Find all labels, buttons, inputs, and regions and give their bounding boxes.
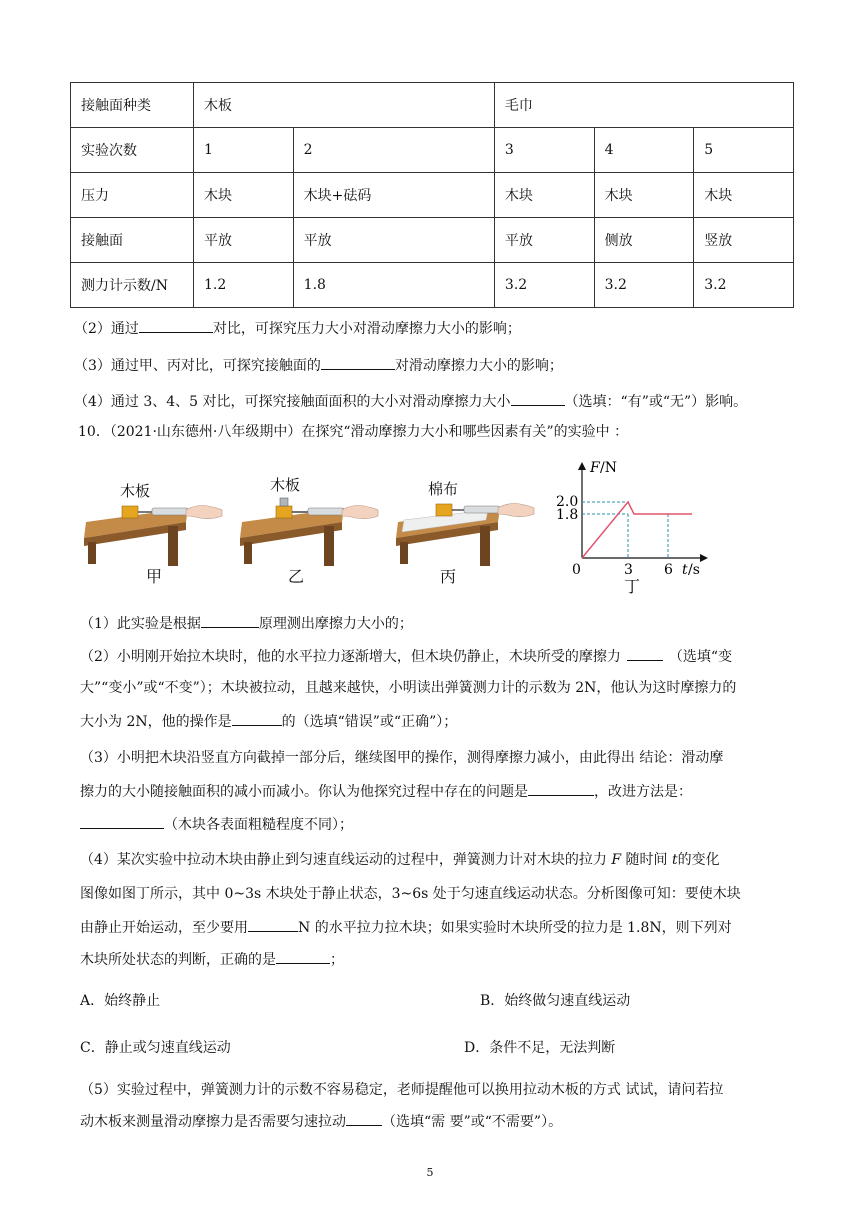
hand <box>342 506 378 519</box>
table-cell: 接触面 <box>71 218 194 263</box>
y-tick-label: 1.8 <box>556 507 579 523</box>
text: 对比，可探究压力大小对滑动摩擦力大小的影响； <box>212 321 521 337</box>
table-cell: 侧放 <box>594 218 694 263</box>
option-d: D．条件不足，无法判断 <box>464 1040 616 1056</box>
table-row <box>71 128 794 173</box>
table-leg <box>480 526 490 566</box>
x-axis-label: t <box>682 562 688 578</box>
text: （木块各表面粗糙程度不同）； <box>164 817 353 833</box>
text: （选填“变 <box>668 649 733 665</box>
y-axis-arrow <box>578 462 586 470</box>
q10-part4-line2: 图像如图丁所示，其中 0~3s 木块处于静止状态，3~6s 处于匀速直线运动状态。分析图像可知：要使木块 <box>80 886 741 902</box>
text: （2）小明刚开始拉木块时，他的水平拉力逐渐增大，但木块仍静止，木块所受的摩擦力 <box>80 649 621 665</box>
table-cell: 2 <box>293 128 494 173</box>
force-curve <box>582 502 692 558</box>
spring-scale <box>308 508 344 515</box>
q10-part4-line4 <box>80 949 800 970</box>
answer-blank <box>80 814 164 829</box>
x-axis-unit: /s <box>688 562 700 578</box>
text: 大小为 2N，他的操作是 <box>80 714 232 730</box>
q10-part3-line3 <box>80 814 800 835</box>
wood-block <box>436 504 452 516</box>
table-cell: 平放 <box>494 218 594 263</box>
answer-blank <box>511 391 565 406</box>
wood-block <box>276 506 292 518</box>
text: （2）通过 <box>74 321 139 337</box>
table-cell: 实验次数 <box>71 128 194 173</box>
option-b: B．始终做匀速直线运动 <box>480 993 631 1009</box>
option-a: A．始终静止 <box>80 993 161 1009</box>
text: 随时间 <box>625 852 668 868</box>
table-cell: 木块 <box>594 173 694 218</box>
table-row <box>71 263 794 308</box>
experiment-figure-jia <box>82 466 228 586</box>
text: t <box>671 852 678 868</box>
spring-scale <box>464 506 500 513</box>
q10-part3-line1: （3）小明把木块沿竖直方向截掉一部分后，继续图甲的操作，测得摩擦力减小，由此得出 结论：滑动摩 <box>80 750 724 766</box>
q10-part4-line3 <box>80 917 800 938</box>
q10-header: 10．（2021·山东德州·八年级期中）在探究“滑动摩擦力大小和哪些因素有关”的实验中 ： <box>78 424 629 440</box>
table-cell: 毛巾 <box>494 83 793 128</box>
text: ，改进方法是： <box>594 784 692 800</box>
q10-part2-line3 <box>80 711 800 732</box>
answer-blank <box>321 355 395 370</box>
text: （4）某次实验中拉动木块由静止到匀速直线运动的过程中，弹簧测力计对木块的拉力 <box>80 852 607 868</box>
answer-blank <box>276 949 330 964</box>
q10-part2-line2: 大”“变小”或“不变”）；木块被拉动，且越来越快，小明读出弹簧测力计的示数为 2N，他认为这时摩擦力的 <box>80 680 737 696</box>
q9-part3 <box>74 355 794 376</box>
table-leg <box>168 526 178 566</box>
q10-part5-line1: （5）实验过程中，弹簧测力计的示数不容易稳定，老师提醒他可以换用拉动木板的方式 试试，请问若拉 <box>80 1082 724 1098</box>
table-cell: 木块 <box>694 173 794 218</box>
text: 对滑动摩擦力大小的影响； <box>394 358 563 374</box>
table-cell: 5 <box>694 128 794 173</box>
x-tick-label: 6 <box>664 562 673 578</box>
text: 的变化 <box>677 852 720 868</box>
surface-label: 木板 <box>120 482 151 500</box>
answer-blank <box>346 1111 382 1126</box>
hand <box>498 504 534 517</box>
q10-part1 <box>80 613 800 634</box>
answer-blank <box>528 781 594 796</box>
table-cell: 平放 <box>293 218 494 263</box>
text: （3）通过甲、丙对比，可探究接触面的 <box>74 358 321 374</box>
table-cell: 测力计示数/N <box>71 263 194 308</box>
table-leg <box>400 542 408 564</box>
table-cell: 3.2 <box>494 263 594 308</box>
force-time-graph <box>552 456 722 596</box>
text: 的（选填“错误”或“正确”）； <box>281 714 458 730</box>
table-leg <box>244 542 252 564</box>
answer-blank <box>232 711 282 726</box>
table-cell: 木块+砝码 <box>293 173 494 218</box>
text: ； <box>330 952 344 968</box>
experiment-figure-yi <box>238 466 388 586</box>
text: N 的水平拉力拉木块；如果实验时木块所受的拉力是 1.8N，则下列对 <box>298 920 732 936</box>
text: 原理测出摩擦力大小的； <box>258 616 413 632</box>
surface-label: 棉布 <box>428 480 459 498</box>
text: 擦力的大小随接触面积的减小而减小。你认为他探究过程中存在的问题是 <box>80 784 528 800</box>
q10-part5-line2 <box>80 1111 800 1132</box>
hand <box>186 506 222 519</box>
y-axis-label: F <box>590 460 600 476</box>
q9-part2 <box>74 318 794 339</box>
y-tick-label: 2.0 <box>556 494 579 510</box>
text: F <box>611 852 622 868</box>
table-row <box>71 173 794 218</box>
table-cell: 木板 <box>194 83 495 128</box>
table-cell: 木块 <box>494 173 594 218</box>
table-leg <box>324 526 334 566</box>
text: 动木板来测量滑动摩擦力是否需要匀速拉动 <box>80 1114 346 1130</box>
table-cell: 竖放 <box>694 218 794 263</box>
table-cell: 1.8 <box>293 263 494 308</box>
q9-part4 <box>74 391 794 412</box>
figure-label-jia: 甲 <box>146 567 163 586</box>
origin-label: 0 <box>572 562 581 578</box>
q10-part4-line1 <box>80 850 800 870</box>
figure-label-ding: 丁 <box>624 577 641 596</box>
table-cell: 4 <box>594 128 694 173</box>
experiment-table <box>70 82 794 308</box>
table-row <box>71 83 794 128</box>
table-leg <box>88 542 96 564</box>
figure-label-yi: 乙 <box>288 567 305 586</box>
q10-part3-line2 <box>80 781 800 802</box>
table-row <box>71 218 794 263</box>
y-axis-unit: /N <box>600 460 617 476</box>
experiment-figure-bing <box>394 466 544 586</box>
table-cell: 压力 <box>71 173 194 218</box>
spring-scale <box>152 508 188 515</box>
table-cell: 接触面种类 <box>71 83 194 128</box>
page-number: 5 <box>426 1166 434 1179</box>
text: 木块所处状态的判断，正确的是 <box>80 952 276 968</box>
table-cell: 1.2 <box>194 263 294 308</box>
text: 由静止开始运动，至少要用 <box>80 920 248 936</box>
wood-block <box>122 506 138 518</box>
table-cell: 3 <box>494 128 594 173</box>
answer-blank <box>139 318 213 333</box>
table-cell: 木块 <box>194 173 294 218</box>
table-cell: 3.2 <box>694 263 794 308</box>
x-axis-arrow <box>700 554 708 562</box>
figure-label-bing: 丙 <box>440 567 457 586</box>
answer-blank <box>201 613 259 628</box>
x-tick-label: 3 <box>624 562 633 578</box>
table-cell: 平放 <box>194 218 294 263</box>
text: （1）此实验是根据 <box>80 616 201 632</box>
text: （选填：“有”或“无”）影响。 <box>564 394 748 410</box>
surface-label: 木板 <box>270 476 301 494</box>
answer-blank <box>627 646 663 661</box>
text: （4）通过 3、4、5 对比，可探究接触面面积的大小对滑动摩擦力大小 <box>74 394 511 410</box>
table-cell: 3.2 <box>594 263 694 308</box>
text: （选填“需 要”或“不需要”）。 <box>382 1114 563 1130</box>
q10-part2-line1 <box>80 646 800 667</box>
answer-blank <box>248 917 298 932</box>
table-cell: 1 <box>194 128 294 173</box>
option-c: C．静止或匀速直线运动 <box>80 1040 231 1056</box>
weight <box>280 498 288 506</box>
